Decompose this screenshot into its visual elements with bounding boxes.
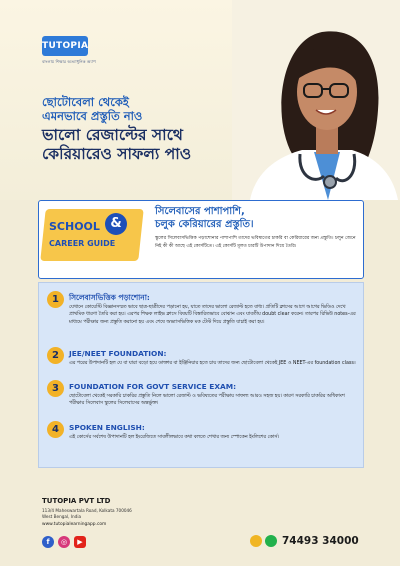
youtube-icon[interactable]: ▶ — [74, 536, 86, 548]
whatsapp-icon — [265, 535, 277, 547]
student-doctor-photo — [232, 0, 400, 200]
facebook-icon[interactable]: f — [42, 536, 54, 548]
school-career-panel — [38, 200, 364, 279]
feature-body: এই কোর্সের সর্বশেষ উপাদানটি হল ইংরেজিতে সাবলীলভাবে কথা বলতে শেখার জন্য স্পোকেন ইংলিশের কোর্স। — [69, 435, 280, 440]
school-panel-body: স্কুলের সিলেবাসভিত্তিক পড়াশোনার পাশাপাশি তাদের ভবিষ্যতের চাকরি বা কেরিয়ারের জন্য প্রস্তুতি। চলুন জেনে নিই কী কী আছে এই কোর্সটিতে। এই কোর্সটি মূলত চারটি উপাদান দিয়ে তৈরি। — [155, 236, 356, 249]
hero-subheadline — [42, 95, 242, 123]
hero-line-2: এমনভাবে প্রস্তুতি নাও — [42, 109, 143, 123]
hero-line-3: ভালো রেজাল্টের সাথে — [42, 126, 183, 144]
feature-title: FOUNDATION FOR GOVT SERVICE EXAM: — [69, 382, 237, 391]
brand-tagline: বাংলায় শিক্ষার অত্যাধুনিক অ্যাপ — [42, 59, 96, 64]
website-link[interactable]: www.tutopialearningapp.com — [42, 522, 107, 527]
badge-background — [40, 209, 143, 261]
social-links — [42, 536, 86, 548]
feature-body: যেখানে কোয়েস্টি বিজ্ঞানসম্মত ভাবে ছাত্র-ছাত্রীদের পড়ানো হয়, যাতে তাদের ভালো রেজাল্ট হতে বাধ্য। প্রতিটি ক্লাসের আগে আগের ভিডিও দেখে প্রাথমিক ধারণা তৈরি করা হয়। এরপর শিক্ষক লাইভ ক্লাসে বিষয়টি বিস্তারিতভাবে বোঝান এবং যাবতীয় doubt clear করেন। তারপর রিভিউ notes-এর মাধ্যমে পরীক্ষার জন্য প্রস্তুতি করানো হয় এবং শেষে অভ্যাসভিত্তিক মক টেস্ট দিয়ে প্রস্তুতি যাচাই করা হয়। — [69, 305, 356, 325]
school-title-line-1: সিলেবাসের পাশাপাশি, — [155, 206, 245, 217]
feature-number-badge: 1 — [47, 291, 64, 308]
brand-logo[interactable] — [42, 36, 128, 66]
phone-icon — [250, 535, 262, 547]
school-title-line-2: চলুক কেরিয়ারের প্রস্তুতি। — [155, 218, 254, 230]
company-address — [42, 508, 162, 520]
feature-number-badge: 3 — [47, 380, 64, 397]
contact-number[interactable] — [250, 535, 359, 547]
hero-section — [0, 0, 400, 200]
features-panel — [38, 282, 364, 468]
address-line-1: 113/4 Maheswartala Road, Kolkata 700046 — [42, 508, 132, 513]
feature-number-badge: 4 — [47, 421, 64, 438]
company-name: TUTOPIA PVT LTD — [42, 497, 111, 505]
school-panel-title — [155, 206, 361, 231]
badge-school-text: SCHOOL — [49, 220, 100, 233]
school-career-guide-badge — [43, 209, 141, 261]
footer — [0, 472, 400, 566]
feature-number-badge: 2 — [47, 347, 64, 364]
feature-body: ছোটোবেলা থেকেই সরকারি চাকরির প্রস্তুতি নিলে ভালো রেজাল্ট ও ভবিষ্যতের পরীক্ষায় সাফল্য আরও সহজ হয়। কারণ সরকারি চাকরির অধিকাংশ পরীক্ষার সিলেবাস স্কুলের সিলেবাসের অন্তর্ভুক্ত। — [69, 394, 345, 407]
hero-headline — [42, 126, 262, 164]
logo-text: TUTOPIA — [42, 36, 88, 56]
hero-line-1: ছোটোবেলা থেকেই — [42, 95, 129, 109]
feature-title: SPOKEN ENGLISH: — [69, 423, 145, 432]
phone-number: 74493 34000 — [282, 535, 359, 547]
badge-career-text: CAREER GUIDE — [49, 239, 116, 248]
badge-ampersand: & — [105, 213, 127, 235]
feature-title: সিলেবাসভিত্তিক পড়াশোনা: — [69, 293, 150, 302]
address-line-2: West Bengal, India — [42, 514, 82, 519]
feature-title: JEE/NEET FOUNDATION: — [69, 349, 167, 358]
instagram-icon[interactable]: ◎ — [58, 536, 70, 548]
feature-body: এর পরের উপাদানটি হল যে বা যারা বড়ো হয়ে ডাক্তার বা ইঞ্জিনিয়ার হতে চায় তাদের জন্য ছোটোবেলা থেকেই JEE ও NEET-এর foundation class। — [69, 361, 356, 366]
hero-line-4: কেরিয়ারেও সাফল্য পাও — [42, 145, 192, 163]
